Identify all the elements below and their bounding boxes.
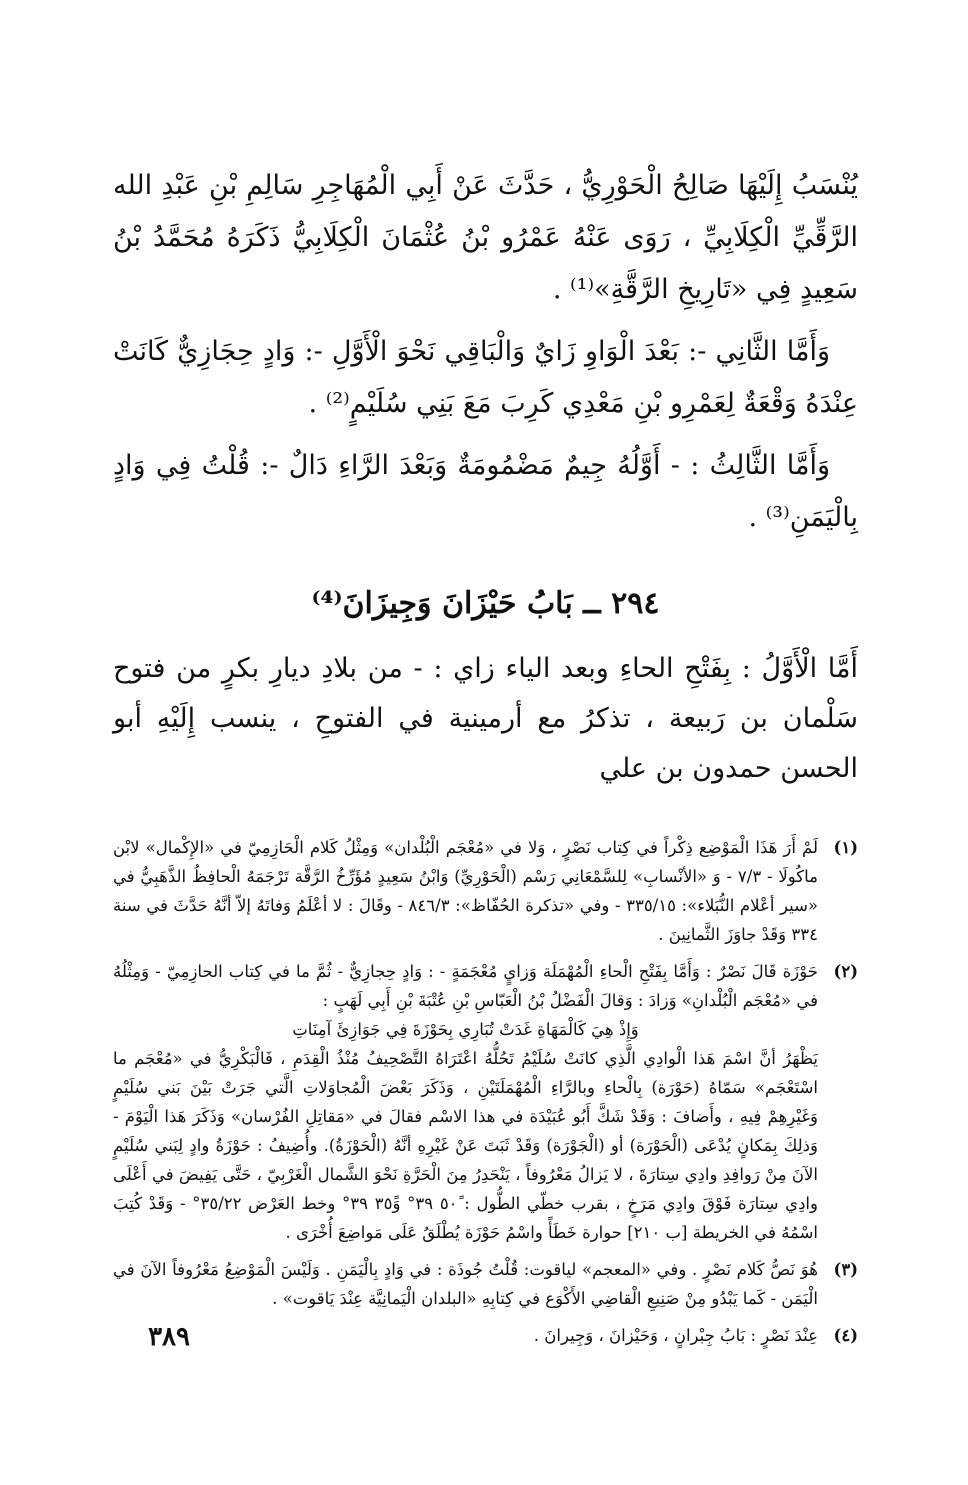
footnote-text-body: هُوَ نَصُّ كَلام نَصْرٍ . وفي «المعجم» لياقوت: قُلْتُ جُوذَة : في وَادٍ بِالْيَمَنِ . وَلَيْسَ الْمَوْضِعُ مَعْرُوفاً الآنَ في الْيَمَن - كَما يَبْدُو مِنْ صَنِيعِ الْقاضِي الأَكْوَع في كِتابِهِ «البلدان الْيَمانِيَّة عِنْدَ يَاقوت» . <box>113 1260 818 1308</box>
poem-verse: وَإِذْ هِيَ كَالْمَهَاةِ غَدَتْ تُبَارِي بِحَوْزَةَ فِي جَوَازِئَ آمِنَاتِ <box>292 1020 639 1039</box>
section-heading: ٢٩٤ ــ بَابُ حَيْزَانَ وَجِيزَانَ⁽⁴⁾ <box>311 586 660 621</box>
footnote-number: (٢) <box>833 962 858 981</box>
footnote-number: (٤) <box>833 1326 858 1345</box>
footnote-text-continued: يَظْهَرُ أنَّ اسْمَ هَذا الْوادِي الَّذِي كانَتْ سُلَيْمُ تَحُلُّهُ اعْتَرَاهُ التَّصْحِيفُ مُنْذُ الْقِدَمِ ، فَالْبَكْرِيُّ في «مُعْجَم ما اسْتَعْجَم» سَمّاهُ (حَوْرَة) بِالْحاءِ وبالرَّاءِ الْمُهْمَلَتَيْنِ ، وَذَكَرَ بَعْضَ الْمُجاوَلاتِ الَّتي جَرَتْ بَيْنَ بَني سُلَيْمٍ وَغَيْرِهِمْ فِيهِ ، وأَضافَ : وَقَدْ شَكَّ أَبُو عُبَيْدَة في هذا الاسْم فقالَ في «مَقاتِلِ الفُرْسان» وَذَكَرَ هَذا الْيَوْمَ - وَذلِكَ بِمَكانٍ يُدْعَى (الْحَوْرَة) أو (الْجَوْرَة) وَقَدْ ثَبَتَ عَنْ غَيْرِهِ أنَّهُ (الْحَوْزَةُ). وأُضِيفُ : حَوْزَةُ وادٍ لِبَني سُلَيْمٍ الآنَ مِنْ رَوافِدِ وادِي سِتارَةَ ، لا يَزالُ مَعْرُوفاً ، يَنْحَدِرُ مِنَ الْحَرَّةِ نَحْوَ الشَّمال الْغَرْبِيّ ، حَتَّى يَفِيضَ في أَعْلَى وادِي سِتارَة فَوْقَ وادِي مَرَخٍ ، بقرب خطّي الطُّول : ٥٠ً ٣٩° وَ٣٥ً ٣٩° وخط العَرْض ٣٥/٢٢° - وَقَدْ كُتِبَ اسْمُهُ في الخريطة [ب ٢١٠] حوارة خَطَأً واسْمُ حَوْزَة يُطْلَقُ عَلَى مَواضِعَ أُخْرَى . <box>113 1049 818 1242</box>
footnote-text <box>113 957 818 1247</box>
footnote-text <box>113 1255 818 1313</box>
paragraph-2: وَأَمَّا الثَّانِي -: بَعْدَ الْوَاوِ زَايٌ وَالْبَاقِي نَحْوَ الْأَوَّلِ -: وَادٍ حِجَازِيٌّ كَانَتْ عِنْدَهُ وَقْعَةٌ لِعَمْرِو بْنِ مَعْدِي كَرِبَ مَعَ بَنِي سُلَيْمٍ⁽²⁾ . <box>113 336 858 419</box>
footnote-text <box>113 1321 818 1350</box>
footnote-text <box>113 833 818 949</box>
main-text <box>113 160 858 544</box>
paragraph-1: يُنْسَبُ إِلَيْهَا صَالِحُ الْحَوْرِيُّ ، حَدَّثَ عَنْ أَبِي الْمُهَاجِرِ سَالِمِ بْنِ عَبْدِ الله الرَّقِّيِّ الْكِلَابِيِّ ، رَوَى عَنْهُ عَمْرُو بْنُ عُثْمَانَ الْكِلَابِيُّ ذَكَرَهُ مُحَمَّدُ بْنُ سَعِيدٍ فِي «تَارِيخِ الرَّقَّةِ»⁽¹⁾ . <box>113 170 858 305</box>
page-content <box>113 160 858 1358</box>
footnote-4 <box>113 1321 858 1350</box>
footnote-number: (٣) <box>833 1260 858 1279</box>
footnotes <box>113 833 858 1350</box>
page-number: ٣٨٩ <box>148 1322 190 1352</box>
section-body <box>113 644 858 794</box>
footnote-text-body: عِنْدَ نَصْرٍ : بَابُ جِبْرانٍ ، وَحَيْزانَ ، وَجِيرانَ . <box>533 1326 818 1345</box>
footnote-2 <box>113 957 858 1247</box>
footnote-1 <box>113 833 858 949</box>
footnote-divider <box>113 816 858 817</box>
section-body-text: أَمَّا الْأَوَّلُ : بِفَتْحِ الحاءِ وبعد الياء زاي : - من بلادِ ديارِ بكرٍ من فتوح سَلْمان بن رَبيعة ، تذكرُ مع أرمينية في الفتوحِ ، ينسب إِلَيْهِ أبو الحسن حمدون بن علي <box>113 653 858 784</box>
footnote-text-body: لَمْ أَرَ هَذَا الْمَوْضِع ذِكْراً في كِتاب نَصْرٍ ، وَلا في «مُعْجَم الْبُلْدان» وَمِثْلُ كَلام الْحَازِمِيّ في «الإِكْمال» لابْن ماكُولَا - ٧/٣ - وَ «الأنْسابِ» لِلسَّمْعَانِي رَسْم (الْحَوْرِيِّ) وَابْنُ سَعِيدٍ مُؤَرِّخُ الرَّقَّة تَرْجَمَهُ الْحافِظُ الذَّهَبِيُّ في «سير أعْلام النُّبَلاء»: ٣٣٥/١٥ - وفي «تذكرة الحُفّاظ»: ٨٤٦/٣ - وقَالَ : لا أعْلَمُ وَفاتَهُ إلاّ أنَّهُ حَدَّثَ في سنة ٣٣٤ وَقَدْ جاوَزَ الثَّمانِينَ . <box>113 838 818 944</box>
footnote-text-body: حَوْزَة قَالَ نَصْرٌ : وَأَمَّا بِفَتْحِ الْحاءِ الْمُهْمَلَة وَزايٍ مُعْجَمَةٍ - : وَادٍ حِجازِيٌّ - ثُمَّ ما في كِتاب الحازِمِيّ - وَمِثْلُهُ في «مُعْجَم الْبُلْدانِ» وَزادَ : وَقالَ الْفَضْلُ بْنُ الْعَبّاسِ بْنِ عُتْبَةَ بْنِ أَبِي لَهَبٍ : <box>113 962 818 1010</box>
footnote-number: (١) <box>833 838 858 857</box>
footnote-3 <box>113 1255 858 1313</box>
paragraph-3: وَأَمَّا الثَّالِثُ : - أَوَّلُهُ جِيمٌ مَضْمُومَةٌ وَبَعْدَ الرَّاءِ دَالٌ -: قُلْتُ فِي وَادٍ بِالْيَمَنِ⁽³⁾ . <box>113 450 858 533</box>
